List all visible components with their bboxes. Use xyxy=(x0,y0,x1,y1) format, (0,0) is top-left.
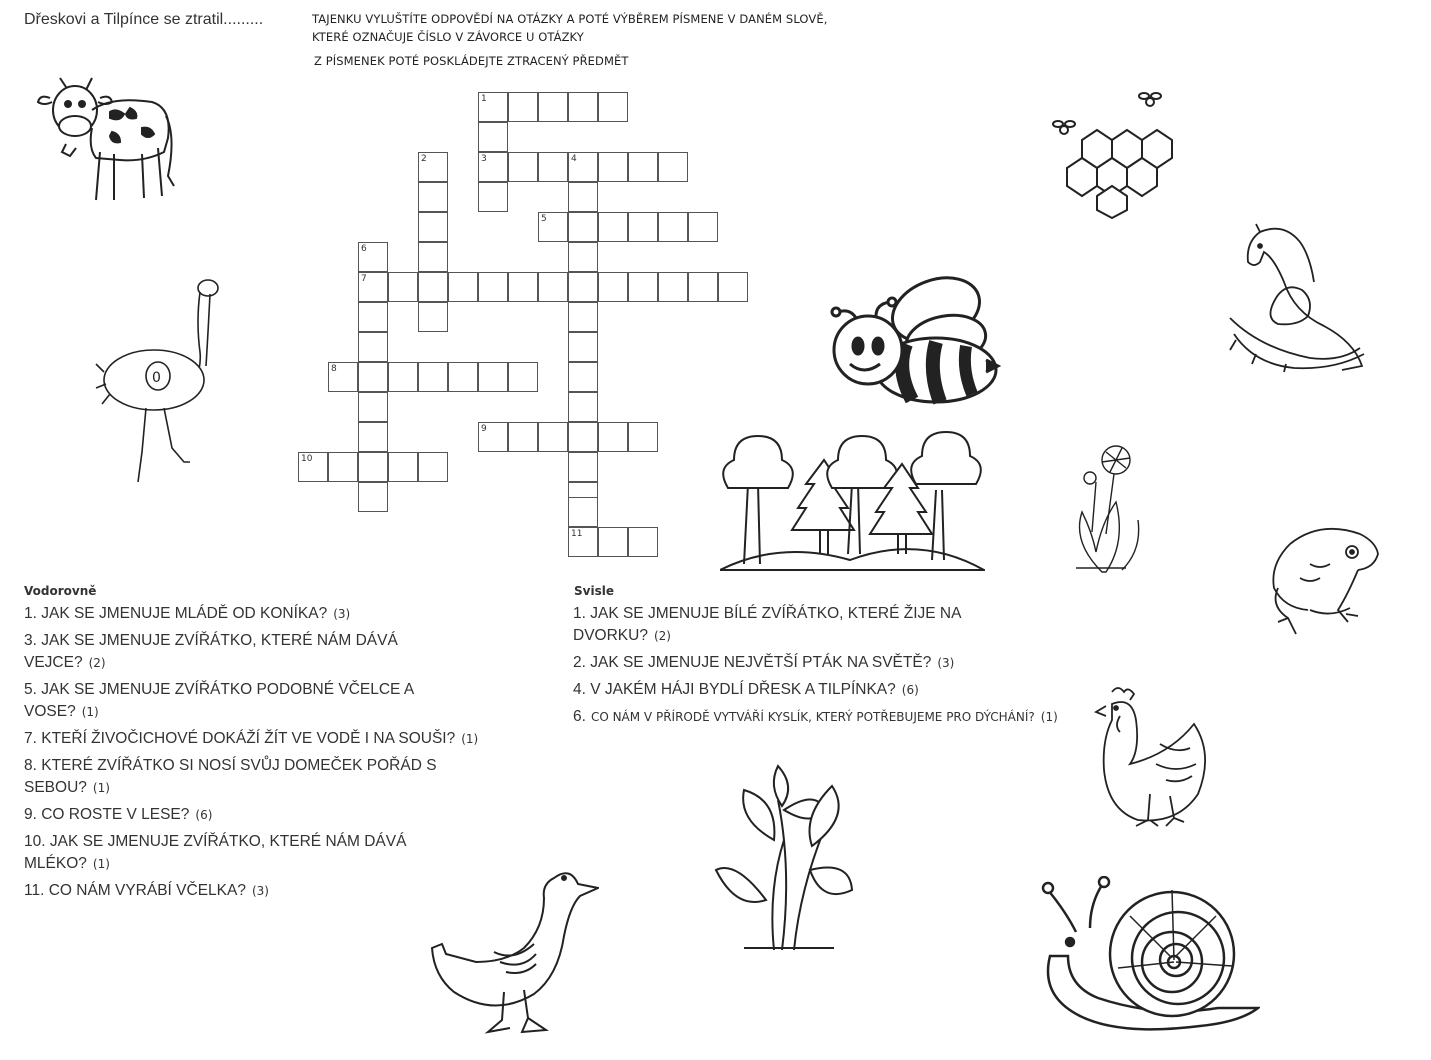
page-title: Dřeskovi a Tilpínce se ztratil......... xyxy=(24,11,264,28)
clue-text: 1. JAK SE JMENUJE BÍLÉ ZVÍŘÁTKO, KTERÉ ŽIJE NA xyxy=(573,605,962,622)
crossword-cell[interactable] xyxy=(478,152,508,182)
across-clue xyxy=(24,831,406,875)
hen-picture xyxy=(1090,684,1225,836)
clue-text: 5. JAK SE JMENUJE ZVÍŘÁTKO PODOBNÉ VČELCE A xyxy=(24,681,415,698)
crossword-cell[interactable] xyxy=(568,332,598,362)
crossword-cell[interactable] xyxy=(358,332,388,362)
ostrich-picture xyxy=(90,276,230,491)
cell-number: 3 xyxy=(481,154,487,164)
crossword-cell[interactable] xyxy=(358,302,388,332)
clue-text: 8. KTERÉ ZVÍŘÁTKO SI NOSÍ SVŮJ DOMEČEK POŘÁD S xyxy=(24,757,437,774)
crossword-cell[interactable] xyxy=(568,362,598,392)
crossword-cell[interactable] xyxy=(508,92,538,122)
down-clue xyxy=(573,652,954,674)
crossword-cell[interactable] xyxy=(568,452,598,482)
frog-picture xyxy=(1270,514,1385,639)
across-clue xyxy=(24,804,212,826)
cell-number: 4 xyxy=(571,154,577,164)
goose-picture xyxy=(424,862,599,1047)
crossword-cell[interactable] xyxy=(418,452,448,482)
crossword-cell[interactable] xyxy=(658,152,688,182)
cow-picture xyxy=(30,68,180,208)
clue-letter-hint: (1) xyxy=(92,857,110,871)
crossword-cell[interactable] xyxy=(538,92,568,122)
down-heading: Svisle xyxy=(574,584,614,598)
crossword-cell[interactable] xyxy=(568,92,598,122)
clue-letter-hint: (6) xyxy=(901,683,919,697)
across-clue xyxy=(24,603,350,625)
clue-letter-hint: (1) xyxy=(81,705,99,719)
crossword-cell[interactable] xyxy=(448,272,478,302)
clue-text: 6. xyxy=(573,708,586,725)
crossword-cell[interactable] xyxy=(538,272,568,302)
crossword-cell[interactable] xyxy=(628,212,658,242)
clue-text: MLÉKO? xyxy=(24,855,87,872)
clue-letter-hint: (3) xyxy=(937,656,955,670)
crossword-cell[interactable] xyxy=(328,362,358,392)
clue-text: 4. V JAKÉM HÁJI BYDLÍ DŘESK A TILPÍNKA? xyxy=(573,681,896,698)
clue-letter-hint: (3) xyxy=(251,884,269,898)
crossword-cell[interactable] xyxy=(568,272,598,302)
crossword-cell[interactable] xyxy=(298,452,328,482)
crossword-cell[interactable] xyxy=(568,152,598,182)
crossword-cell[interactable] xyxy=(568,482,598,512)
cell-number: 2 xyxy=(421,154,427,164)
clue-text: CO NÁM V PŘÍRODĚ VYTVÁŘÍ KYSLÍK, KTERÝ POTŘEBUJEME PRO DÝCHÁNÍ? xyxy=(590,710,1035,724)
across-clue xyxy=(24,679,414,723)
crossword-cell[interactable] xyxy=(358,392,388,422)
clue-letter-hint: (3) xyxy=(333,607,351,621)
clue-text: 2. JAK SE JMENUJE NEJVĚTŠÍ PTÁK NA SVĚTĚ? xyxy=(573,654,932,671)
cell-number: 1 xyxy=(481,94,487,104)
crossword-cell[interactable] xyxy=(478,182,508,212)
crossword-cell[interactable] xyxy=(598,212,628,242)
forest-picture xyxy=(720,424,985,574)
clue-letter-hint: (6) xyxy=(195,808,213,822)
crossword-cell[interactable] xyxy=(358,482,388,512)
crossword-cell[interactable] xyxy=(598,272,628,302)
crossword-cell[interactable] xyxy=(328,452,358,482)
cell-number: 11 xyxy=(571,529,583,539)
cell-number: 5 xyxy=(541,214,547,224)
crossword-cell[interactable] xyxy=(388,362,418,392)
crossword-cell[interactable] xyxy=(688,272,718,302)
crossword-cell[interactable] xyxy=(478,362,508,392)
crossword-cell[interactable] xyxy=(658,212,688,242)
crossword-cell[interactable] xyxy=(358,242,388,272)
crossword-cell[interactable] xyxy=(568,212,598,242)
crossword-cell[interactable] xyxy=(418,362,448,392)
bee-picture xyxy=(826,270,1001,410)
clue-letter-hint: (1) xyxy=(461,732,479,746)
crossword-cell[interactable] xyxy=(478,92,508,122)
clue-text: 1. JAK SE JMENUJE MLÁDĚ OD KONÍKA? xyxy=(24,605,328,622)
clue-text: VOSE? xyxy=(24,703,76,720)
across-clue xyxy=(24,880,269,902)
instruction-line-3: Z PÍSMENEK POTÉ POSKLÁDEJTE ZTRACENÝ PŘEDMĚT xyxy=(314,54,629,68)
clue-text: 3. JAK SE JMENUJE ZVÍŘÁTKO, KTERÉ NÁM DÁVÁ xyxy=(24,632,398,649)
clue-letter-hint: (1) xyxy=(1040,710,1058,724)
crossword-cell[interactable] xyxy=(688,212,718,242)
crossword-cell[interactable] xyxy=(628,422,658,452)
crossword-cell[interactable] xyxy=(418,212,448,242)
crossword-cell[interactable] xyxy=(568,182,598,212)
crossword-cell[interactable] xyxy=(508,272,538,302)
cell-number: 6 xyxy=(361,244,367,254)
crossword-cell[interactable] xyxy=(388,272,418,302)
crossword-cell[interactable] xyxy=(598,422,628,452)
crossword-cell[interactable] xyxy=(568,497,598,527)
crossword-cell[interactable] xyxy=(358,272,388,302)
across-clue xyxy=(24,630,398,674)
crossword-cell[interactable] xyxy=(628,152,658,182)
cell-number: 10 xyxy=(301,454,313,464)
clue-text: 11. CO NÁM VYRÁBÍ VČELKA? xyxy=(24,882,246,899)
crossword-cell[interactable] xyxy=(568,302,598,332)
crossword-cell[interactable] xyxy=(628,272,658,302)
crossword-cell[interactable] xyxy=(598,152,628,182)
crossword-cell[interactable] xyxy=(418,182,448,212)
crossword-cell[interactable] xyxy=(478,422,508,452)
across-clue xyxy=(24,755,437,799)
cell-number: 8 xyxy=(331,364,337,374)
crossword-cell[interactable] xyxy=(478,122,508,152)
clue-text: 10. JAK SE JMENUJE ZVÍŘÁTKO, KTERÉ NÁM DÁVÁ xyxy=(24,833,407,850)
crossword-cell[interactable] xyxy=(478,272,508,302)
crossword-cell[interactable] xyxy=(568,422,598,452)
crossword-cell[interactable] xyxy=(358,452,388,482)
crossword-cell[interactable] xyxy=(658,272,688,302)
crossword-cell[interactable] xyxy=(538,212,568,242)
crossword-cell[interactable] xyxy=(718,272,748,302)
crossword-cell[interactable] xyxy=(568,392,598,422)
crossword-cell[interactable] xyxy=(418,272,448,302)
down-clue xyxy=(573,706,1058,728)
snail-picture xyxy=(1040,876,1260,1046)
crossword-cell[interactable] xyxy=(568,242,598,272)
crossword-cell[interactable] xyxy=(508,422,538,452)
crossword-cell[interactable] xyxy=(508,362,538,392)
horse-picture xyxy=(1226,214,1366,374)
crossword-cell[interactable] xyxy=(418,302,448,332)
clue-text: DVORKU? xyxy=(573,627,648,644)
instruction-line-1: TAJENKU VYLUŠTÍTE ODPOVĚDÍ NA OTÁZKY A POTÉ VÝBĚREM PÍSMENE V DANÉM SLOVĚ, xyxy=(312,12,828,26)
crossword-cell[interactable] xyxy=(448,362,478,392)
down-clue xyxy=(573,603,961,647)
clue-text: 7. KTEŘÍ ŽIVOČICHOVÉ DOKÁŽÍ ŽÍT VE VODĚ I NA SOUŠI? xyxy=(24,730,456,747)
crossword-cell[interactable] xyxy=(628,527,658,557)
dandelion-picture xyxy=(1066,442,1142,574)
crossword-cell[interactable] xyxy=(388,452,418,482)
clue-text: VEJCE? xyxy=(24,654,83,671)
instruction-line-2: KTERÉ OZNAČUJE ČÍSLO V ZÁVORCE U OTÁZKY xyxy=(312,30,584,44)
across-heading: Vodorovně xyxy=(24,584,97,598)
crossword-cell[interactable] xyxy=(538,152,568,182)
crossword-cell[interactable] xyxy=(358,362,388,392)
cell-number: 9 xyxy=(481,424,487,434)
clue-letter-hint: (1) xyxy=(92,781,110,795)
honeycomb-picture xyxy=(1052,90,1182,220)
clue-letter-hint: (2) xyxy=(88,656,106,670)
clue-text: SEBOU? xyxy=(24,779,87,796)
across-clue xyxy=(24,728,478,750)
plant-picture xyxy=(714,760,859,960)
crossword-cell[interactable] xyxy=(598,92,628,122)
crossword-cell[interactable] xyxy=(508,152,538,182)
down-clue xyxy=(573,679,919,701)
crossword-cell[interactable] xyxy=(418,152,448,182)
cell-number: 7 xyxy=(361,274,367,284)
svg-text:0: 0 xyxy=(152,370,161,386)
crossword-cell[interactable] xyxy=(568,527,598,557)
crossword-cell[interactable] xyxy=(538,422,568,452)
clue-letter-hint: (2) xyxy=(653,629,671,643)
crossword-cell[interactable] xyxy=(358,422,388,452)
crossword-cell[interactable] xyxy=(598,527,628,557)
clue-text: 9. CO ROSTE V LESE? xyxy=(24,806,190,823)
crossword-cell[interactable] xyxy=(418,242,448,272)
